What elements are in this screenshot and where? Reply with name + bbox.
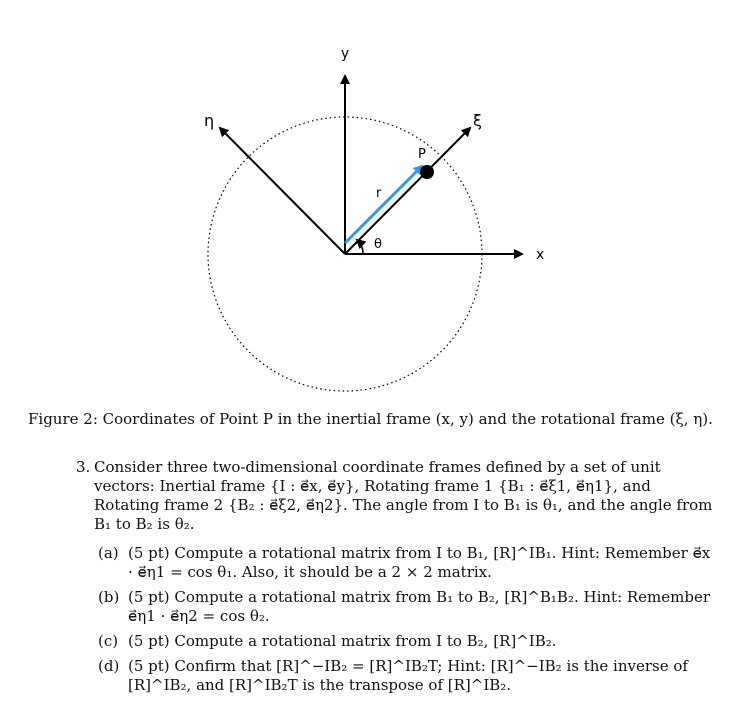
eta-axis — [220, 128, 345, 254]
problem-number: 3. — [76, 458, 91, 476]
part-c — [76, 632, 716, 651]
eta-axis-label: η — [204, 111, 215, 130]
x-axis-label: x — [536, 247, 545, 263]
y-axis-label: y — [340, 46, 350, 62]
radius-label: r — [376, 186, 382, 201]
part-d — [76, 657, 716, 695]
theta-label: θ — [374, 237, 382, 252]
part-label: (d) — [98, 657, 120, 675]
position-vector-r — [345, 166, 422, 243]
part-text: (5 pt) Compute a rotational matrix from I to B₂, [R]^IB₂. — [128, 632, 557, 650]
part-text: (5 pt) Compute a rotational matrix from B₁ to B₂, [R]^B₁B₂. Hint: Remember e⃗η1 · e⃗η2 = cos θ₂. — [128, 588, 711, 625]
part-a — [76, 544, 716, 582]
part-label: (b) — [98, 588, 120, 606]
xi-axis-label: ξ — [473, 111, 482, 130]
part-b — [76, 588, 716, 626]
point-p-label: P — [418, 147, 426, 162]
figure-caption: Figure 2: Coordinates of Point P in the inertial frame (x, y) and the rotational frame (ξ, η). — [28, 410, 713, 428]
xi-axis — [345, 128, 470, 254]
point-p-marker — [420, 165, 434, 179]
problem-intro: Consider three two-dimensional coordinate frames defined by a set of unit vectors: Inertial frame {I : e⃗x, e⃗y}, Rotating frame 1 {B₁ : e⃗ξ1, e⃗η1}, and Rotating frame 2 {B₂ : e⃗ξ2, e⃗η2}. The angle from I to B₁ is θ₁, and the angle from B₁ to B₂ is θ₂. — [94, 458, 713, 533]
part-text: (5 pt) Compute a rotational matrix from I to B₁, [R]^IB₁. Hint: Remember e⃗x · e⃗η1 = cos θ₁. Also, it should be a 2 × 2 matrix. — [128, 544, 711, 581]
part-text: (5 pt) Confirm that [R]^−IB₂ = [R]^IB₂T; Hint: [R]^−IB₂ is the inverse of [R]^IB₂, and [R]^IB₂T is the transpose of [R]^IB₂. — [128, 657, 688, 694]
problem-parts — [76, 544, 716, 695]
part-label: (a) — [98, 544, 119, 562]
problem-3 — [76, 458, 716, 701]
part-label: (c) — [98, 632, 119, 650]
